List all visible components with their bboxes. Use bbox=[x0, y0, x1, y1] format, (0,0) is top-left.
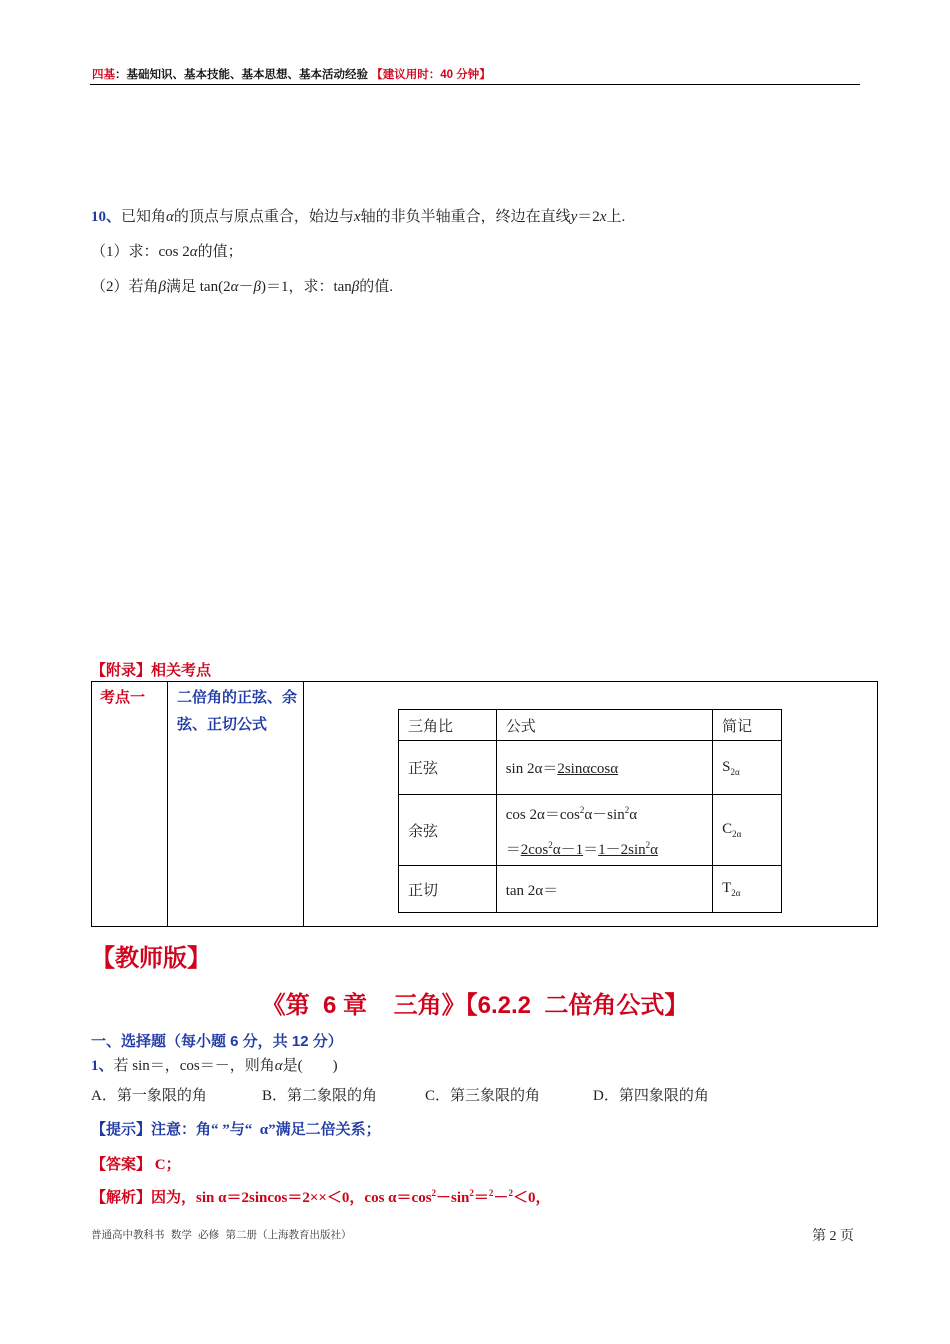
option-b: B．第二象限的角 bbox=[262, 1088, 378, 1104]
formula-line-1 bbox=[506, 795, 703, 830]
abbr-letter: T bbox=[722, 880, 732, 896]
answer-label: 【答案】 bbox=[91, 1157, 152, 1173]
option-a: A．第一象限的角 bbox=[91, 1088, 207, 1104]
q1-text: 是( ) bbox=[282, 1058, 338, 1074]
abbr-sub: 2α bbox=[732, 829, 742, 839]
superscript: 2 bbox=[488, 1188, 494, 1198]
analysis-part: －sin bbox=[436, 1190, 470, 1206]
formula-blank: 2sinαcosα bbox=[557, 761, 619, 777]
q10-p2-text: 满足 tan(2 bbox=[166, 279, 231, 295]
analysis-text bbox=[151, 1190, 550, 1206]
option-c: C．第三象限的角 bbox=[425, 1088, 541, 1104]
table-header-cell: 三角比 bbox=[399, 710, 497, 741]
q10-p1-text: 的值； bbox=[197, 244, 243, 260]
abbr-sub: 2α bbox=[731, 888, 741, 898]
q10-text: 上. bbox=[606, 209, 626, 225]
kaodian-label: 考点一 bbox=[100, 689, 146, 706]
header-time-note: 【建议用时：40 分钟】 bbox=[371, 69, 491, 81]
q10-part-1 bbox=[91, 240, 243, 261]
formula-blank bbox=[521, 842, 583, 858]
table-cell-name: 正弦 bbox=[399, 741, 497, 795]
q10-alpha: α bbox=[166, 209, 174, 225]
teacher-edition-title: 【教师版】 bbox=[91, 945, 211, 972]
abbr-letter: C bbox=[722, 821, 733, 837]
kaodian-topic: 二倍角的正弦、余弦、正切公式 bbox=[177, 689, 298, 733]
table-cell-formula: tan 2α＝ bbox=[496, 866, 712, 913]
q10-x: x bbox=[353, 209, 361, 225]
superscript: 2 bbox=[645, 840, 651, 850]
q10-text: 轴的非负半轴重合，终边在直线 bbox=[360, 209, 571, 225]
option-d: D．第四象限的角 bbox=[593, 1088, 709, 1104]
analysis-part: ＝ bbox=[473, 1190, 489, 1206]
table-cell-abbr bbox=[713, 795, 782, 866]
q10-text: ＝2 bbox=[577, 209, 600, 225]
header-divider bbox=[90, 84, 860, 85]
formula-text: sin 2α＝ bbox=[505, 761, 558, 777]
q1-text: 若 sin＝，cos＝－，则角 bbox=[113, 1058, 275, 1074]
formula-text: cos 2α＝cos bbox=[505, 807, 580, 823]
q10-p2-alpha: α bbox=[230, 279, 239, 295]
page-header bbox=[92, 66, 491, 82]
table-cell-abbr bbox=[713, 741, 782, 795]
q10-text: 已知角 bbox=[121, 209, 167, 225]
abbr-letter: S bbox=[722, 758, 731, 775]
table-header-row bbox=[399, 710, 782, 741]
formula-blank bbox=[598, 842, 658, 858]
superscript: 2 bbox=[579, 805, 585, 815]
q10-y: y bbox=[570, 209, 578, 225]
footer-book-info: 普通高中教科书 数学 必修 第二册（上海教育出版社） bbox=[91, 1229, 352, 1241]
table-row bbox=[399, 795, 782, 866]
formula-text: α－1 bbox=[552, 842, 584, 858]
formula-line-2 bbox=[506, 830, 703, 865]
formula-text: 1－2sin bbox=[598, 842, 646, 858]
answer-value: C； bbox=[154, 1157, 181, 1173]
section-heading: 一、选择题（每小题 6 分，共 12 分） bbox=[91, 1033, 343, 1050]
q10-part-2 bbox=[91, 275, 393, 296]
q10-x: x bbox=[599, 209, 607, 225]
q1-alpha: α bbox=[274, 1058, 283, 1074]
q10-p2-text: )＝1，求：tan bbox=[260, 279, 352, 295]
table-header-cell: 简记 bbox=[713, 710, 782, 741]
table-cell-name: 余弦 bbox=[399, 795, 497, 866]
table-cell-abbr bbox=[713, 866, 782, 913]
question-1 bbox=[91, 1054, 338, 1075]
answer-line bbox=[91, 1153, 181, 1174]
hint: 【提示】注意：角“ ”与“ α”满足二倍关系； bbox=[91, 1122, 381, 1138]
superscript: 2 bbox=[508, 1188, 513, 1198]
q10-p1-text: （1）求：cos 2 bbox=[91, 244, 190, 260]
q10-p2-beta: β bbox=[253, 279, 261, 295]
table-row bbox=[399, 741, 782, 795]
q10-p2-text: 的值. bbox=[359, 279, 394, 295]
analysis-part: ＜0， bbox=[512, 1190, 551, 1206]
superscript: 2 bbox=[469, 1188, 474, 1198]
footer-page-number: 第 2 页 bbox=[812, 1229, 854, 1244]
q10-p1-alpha: α bbox=[189, 244, 198, 260]
formula-text: α－sin bbox=[584, 807, 625, 823]
appendix-col-1 bbox=[91, 681, 168, 927]
q1-number: 1、 bbox=[91, 1058, 114, 1074]
q10-p2-text: － bbox=[238, 279, 254, 295]
formula-text: α bbox=[629, 807, 638, 823]
formula-text: ＝ bbox=[505, 842, 521, 858]
analysis-line bbox=[91, 1186, 550, 1207]
superscript: 2 bbox=[431, 1188, 437, 1198]
table-cell-name: 正切 bbox=[399, 866, 497, 913]
q10-number: 10、 bbox=[91, 209, 122, 225]
q10-p2-beta: β bbox=[158, 279, 166, 295]
q10-p2-text: （2）若角 bbox=[91, 279, 159, 295]
analysis-label: 【解析】 bbox=[91, 1190, 152, 1206]
table-cell-formula bbox=[496, 795, 712, 866]
formula-text: 2cos bbox=[520, 842, 549, 858]
q10-text: 的顶点与原点重合，始边与 bbox=[173, 209, 354, 225]
analysis-part: 因为，sin α＝2sincos＝2××＜0，cos α＝cos bbox=[151, 1190, 432, 1206]
superscript: 2 bbox=[624, 805, 630, 815]
formula-text: α bbox=[650, 842, 658, 858]
q10-p2-beta: β bbox=[351, 279, 360, 295]
table-cell-formula bbox=[496, 741, 712, 795]
question-10 bbox=[91, 205, 625, 226]
header-text: ：基础知识、基本技能、基本思想、基本活动经验 bbox=[115, 69, 368, 81]
table-row bbox=[399, 866, 782, 913]
table-header-cell: 公式 bbox=[496, 710, 712, 741]
chapter-title: 《第 6 章 三角》【6.2.2 二倍角公式】 bbox=[261, 992, 689, 1019]
appendix-title: 【附录】相关考点 bbox=[91, 662, 212, 679]
formula-text: ＝ bbox=[583, 842, 599, 858]
formula-table bbox=[398, 709, 782, 913]
header-label: 四基 bbox=[92, 69, 115, 81]
abbr-sub: 2α bbox=[730, 766, 740, 777]
analysis-part: － bbox=[493, 1190, 509, 1206]
superscript: 2 bbox=[548, 840, 553, 850]
